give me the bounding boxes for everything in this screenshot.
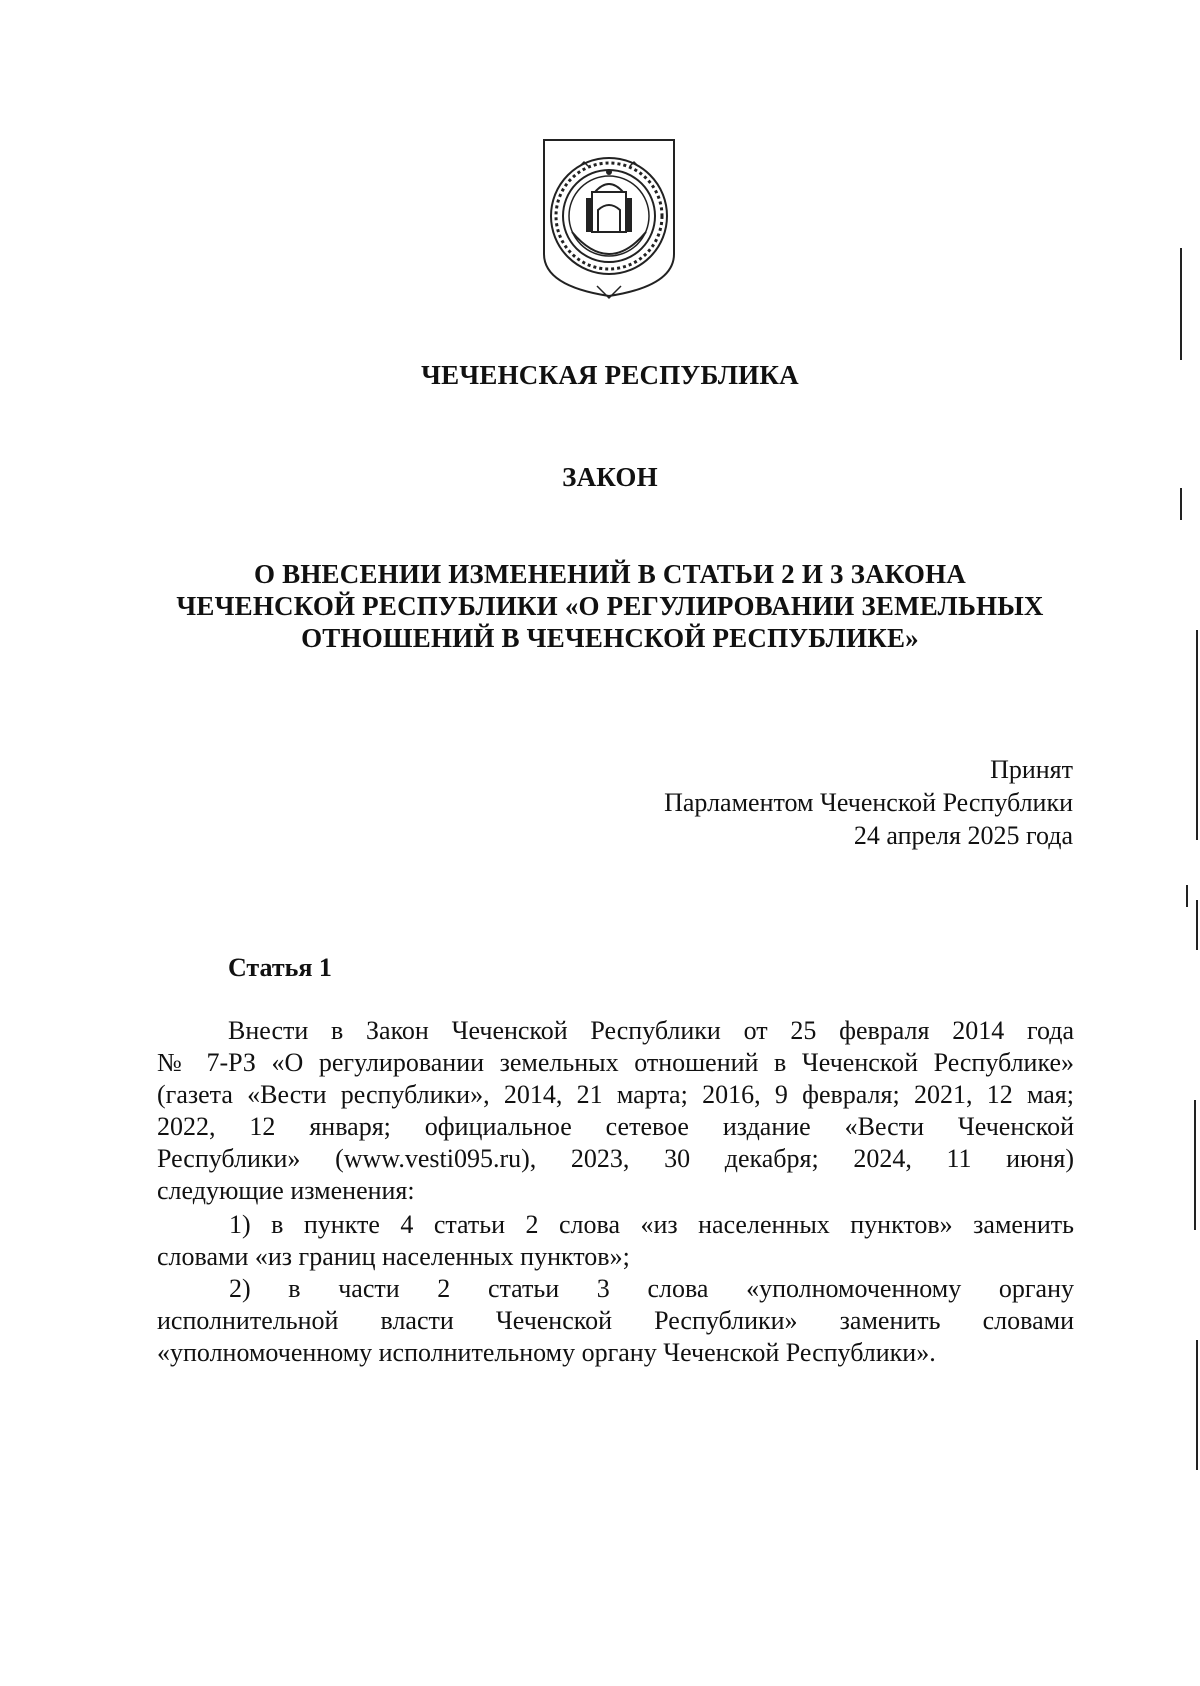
document-type-heading: ЗАКОН bbox=[562, 462, 658, 492]
law-title-line: ЧЕЧЕНСКОЙ РЕСПУБЛИКИ «О РЕГУЛИРОВАНИИ ЗЕМЕЛЬНЫХ bbox=[176, 591, 1044, 621]
chechen-coat-of-arms-icon bbox=[540, 136, 678, 302]
scan-artifact-line bbox=[1180, 488, 1182, 520]
paragraph-line: № 7-РЗ «О регулировании земельных отношений в Чеченской Республике» bbox=[157, 1048, 1074, 1077]
scan-artifact-line bbox=[1196, 900, 1198, 950]
scan-artifact-line bbox=[1196, 1340, 1198, 1470]
adoption-note bbox=[664, 753, 1073, 852]
scan-artifact-line bbox=[1186, 885, 1188, 907]
adoption-line: Парламентом Чеченской Республики bbox=[664, 788, 1073, 817]
law-title bbox=[140, 558, 1080, 654]
paragraph-line: «уполномоченному исполнительному органу Чеченской Республики». bbox=[157, 1338, 936, 1367]
paragraph-line: 2) в части 2 статьи 3 слова «уполномоченному органу bbox=[229, 1274, 1074, 1303]
paragraph-line: 1) в пункте 4 статьи 2 слова «из населенных пунктов» заменить bbox=[229, 1210, 1074, 1239]
paragraph-line: следующие изменения: bbox=[157, 1176, 415, 1205]
adoption-line: 24 апреля 2025 года bbox=[853, 821, 1073, 850]
paragraph-line: Внести в Закон Чеченской Республики от 25 февраля 2014 года bbox=[228, 1016, 1074, 1045]
amendment-item-2 bbox=[157, 1273, 1074, 1369]
article-main-paragraph bbox=[157, 1015, 1074, 1207]
scan-artifact-line bbox=[1180, 248, 1182, 360]
amendment-item-1 bbox=[157, 1209, 1074, 1273]
paragraph-line: исполнительной власти Чеченской Республики» заменить словами bbox=[157, 1306, 1074, 1335]
law-title-line: ОТНОШЕНИЙ В ЧЕЧЕНСКОЙ РЕСПУБЛИКЕ» bbox=[301, 623, 919, 653]
scan-artifact-line bbox=[1196, 630, 1198, 840]
paragraph-line: 2022, 12 января; официальное сетевое издание «Вести Чеченской bbox=[157, 1112, 1074, 1141]
paragraph-line: словами «из границ населенных пунктов»; bbox=[157, 1242, 630, 1271]
paragraph-line: (газета «Вести республики», 2014, 21 марта; 2016, 9 февраля; 2021, 12 мая; bbox=[157, 1080, 1074, 1109]
scan-artifact-line bbox=[1194, 1100, 1196, 1230]
adoption-line: Принят bbox=[990, 755, 1073, 784]
paragraph-line: Республики» (www.vesti095.ru), 2023, 30 декабря; 2024, 11 июня) bbox=[157, 1144, 1074, 1173]
republic-heading: ЧЕЧЕНСКАЯ РЕСПУБЛИКА bbox=[421, 360, 799, 390]
law-title-line: О ВНЕСЕНИИ ИЗМЕНЕНИЙ В СТАТЬИ 2 И 3 ЗАКОНА bbox=[253, 559, 966, 589]
article-title: Статья 1 bbox=[228, 953, 332, 982]
